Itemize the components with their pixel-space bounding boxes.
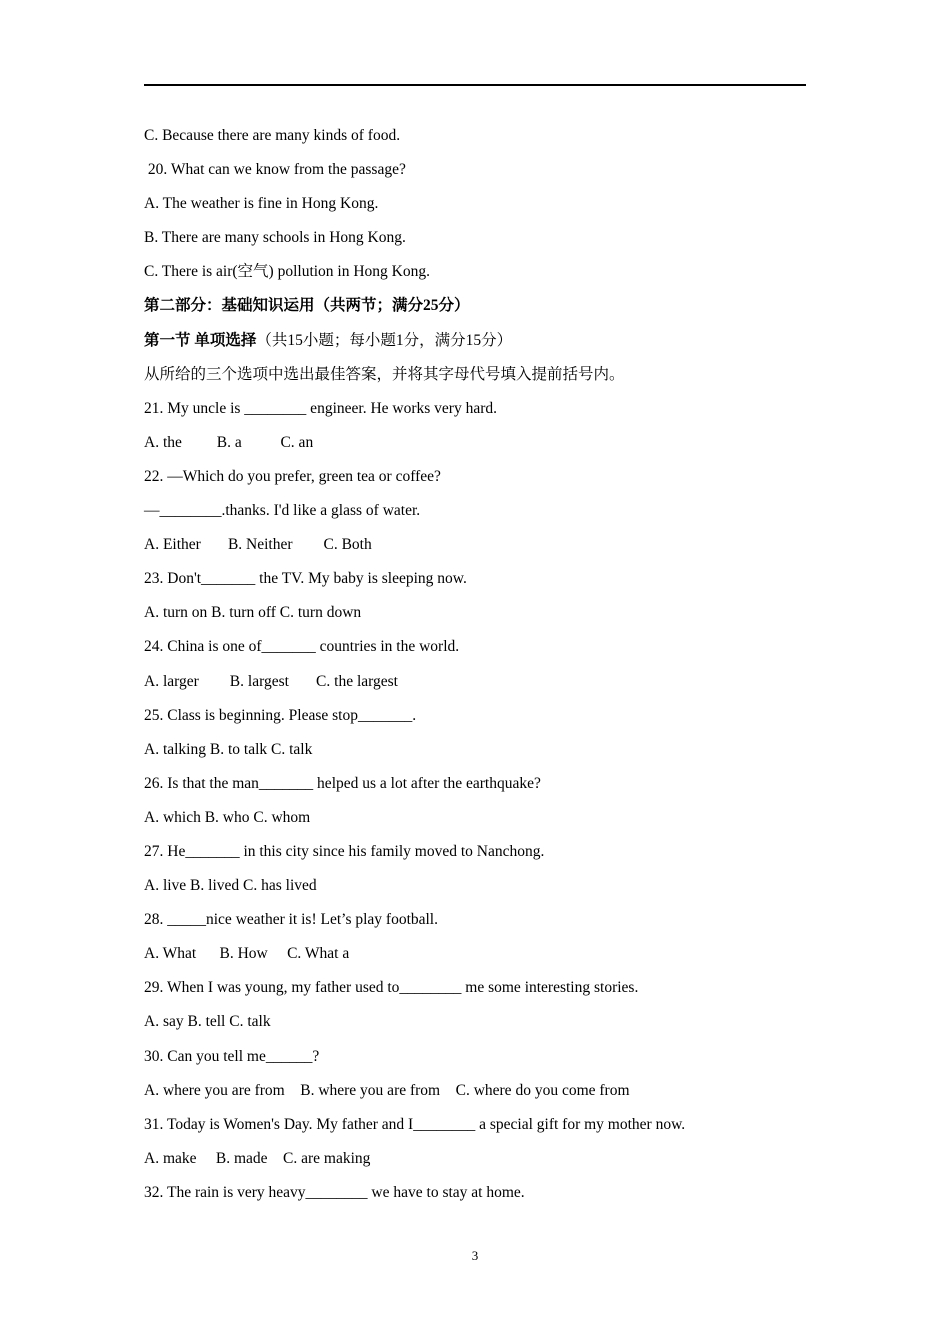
options-23: A. turn on B. turn off C. turn down <box>144 604 362 622</box>
question-25: 25. Class is beginning. Please stop_______. <box>144 706 417 724</box>
options-30: A. where you are from B. where you are from C. where do you come from <box>144 1081 630 1099</box>
header-rule <box>144 84 806 86</box>
question-28: 28. _____nice weather it is! Let’s play football. <box>144 911 438 929</box>
question-24: 24. China is one of_______ countries in the world. <box>144 638 460 656</box>
options-24: A. larger B. largest C. the largest <box>144 672 398 690</box>
options-27: A. live B. lived C. has lived <box>144 877 317 895</box>
question-20: 20. What can we know from the passage? <box>144 161 406 179</box>
option-line: A. The weather is fine in Hong Kong. <box>144 195 379 213</box>
options-31: A. make B. made C. are making <box>144 1149 371 1167</box>
subsection-heading <box>144 331 806 365</box>
instructions: 从所给的三个选项中选出最佳答案，并将其字母代号填入提前括号内。 <box>144 365 625 383</box>
question-21: 21. My uncle is ________ engineer. He works very hard. <box>144 399 497 417</box>
question-22: 22. —Which do you prefer, green tea or coffee? <box>144 467 441 485</box>
option-line: B. There are many schools in Hong Kong. <box>144 229 406 247</box>
question-31: 31. Today is Women's Day. My father and I________ a special gift for my mother now. <box>144 1115 686 1133</box>
document-body <box>144 126 806 1217</box>
question-27: 27. He_______ in this city since his family moved to Nanchong. <box>144 842 545 860</box>
options-21: A. the B. a C. an <box>144 433 314 451</box>
question-26: 26. Is that the man_______ helped us a lot after the earthquake? <box>144 774 541 792</box>
question-29: 29. When I was young, my father used to________ me some interesting stories. <box>144 979 639 997</box>
subsection-title: 第一节 单项选择 <box>144 331 257 349</box>
option-line: C. There is air(空气) pollution in Hong Kong. <box>144 263 431 281</box>
page-number: 3 <box>471 1248 479 1263</box>
section-heading: 第二部分：基础知识运用（共两节；满分25分） <box>144 297 470 315</box>
options-29: A. say B. tell C. talk <box>144 1013 271 1031</box>
options-25: A. talking B. to talk C. talk <box>144 740 313 758</box>
question-32: 32. The rain is very heavy________ we have to stay at home. <box>144 1183 525 1201</box>
options-26: A. which B. who C. whom <box>144 808 311 826</box>
options-28: A. What B. How C. What a <box>144 945 350 963</box>
question-30: 30. Can you tell me______? <box>144 1047 320 1065</box>
question-23: 23. Don't_______ the TV. My baby is sleeping now. <box>144 570 467 588</box>
text-line: C. Because there are many kinds of food. <box>144 127 401 144</box>
question-22-reply: —________.thanks. I'd like a glass of water. <box>144 502 421 520</box>
subsection-note: （共15小题；每小题1分，满分15分） <box>256 331 513 349</box>
options-22: A. Either B. Neither C. Both <box>144 536 372 554</box>
